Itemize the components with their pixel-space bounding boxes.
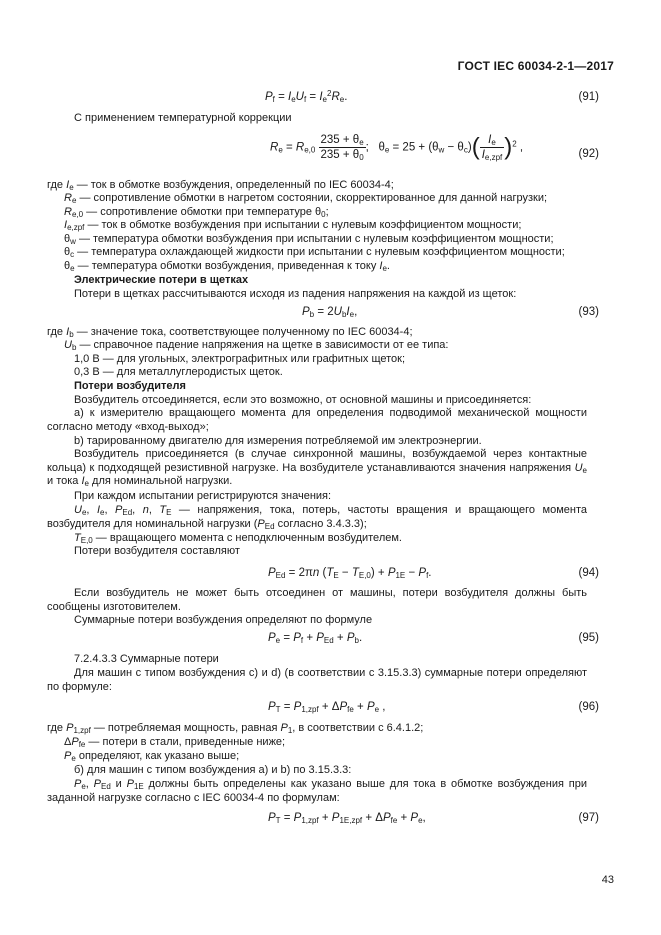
- exciter-loss-text: Потери возбудителя составляют: [74, 545, 240, 557]
- total-excitation-text: Суммарные потери возбуждения определяют по формуле: [74, 614, 373, 626]
- section-7-2-4-3-3: 7.2.4.3.3 Суммарные потери: [74, 653, 219, 665]
- formula-94: $P_{Ed} = 2\pi n$ $(T_E - T_{E,0}) + P_{1E} - P_f$.: [268, 567, 432, 580]
- standard-header: ГОСТ IEC 60034-2-1—2017: [457, 59, 614, 73]
- def-re: $R_e$ — сопротивление обмотки в нагретом состоянии, скорректированное для данной нагрузки;: [64, 192, 548, 205]
- def-pe: $P_e$ определяют, как указано выше;: [64, 750, 240, 763]
- def-ib: где $I_b$ — значение тока, соответствующее полученному по IEC 60034-4;: [47, 326, 413, 339]
- item-b-excitation: б) для машин с типом возбуждения а) и b) по 3.15.3.3:: [74, 764, 352, 776]
- def-iezpf: $I_{e,zpf}$ — ток в обмотке возбуждения при испытании с нулевым коэффициентом мощности;: [64, 219, 522, 232]
- exciter-connection-paragraph: Возбудитель присоединяется (в случае синхронной машины, возбуждаемой через контактные кольца) к подходящей резистивной нагрузке. На возбудителе устанавливаются значения напряжения $U_e$ и тока $I_e$ для номинальной нагрузки.: [47, 448, 587, 488]
- formula-95: $P_e = P_f + P_{Ed} + P_b$.: [268, 632, 363, 645]
- formula-91: $P_f = I_eU_f = I_e^2R_e$.: [265, 89, 348, 104]
- item-a: а) к измерителю вращающего момента для определения подводимой механической мощности согласно методу «вход-выход»;: [47, 407, 587, 433]
- exciter-disconnect-text: Возбудитель отсоединяется, если это возможно, от основной машины и присоединяется:: [74, 394, 532, 406]
- brush-losses-intro: Потери в щетках рассчитываются исходя из падения напряжения на каждой из щеток:: [74, 288, 517, 300]
- formula-97: $P_T = P_{1,zpf} + P_{1E,zpf} + \Delta P_{fe} + P_e$,: [268, 812, 426, 825]
- formula-93: $P_b = 2U_bI_e$,: [302, 306, 358, 319]
- final-paragraph: $P_e$, $P_{Ed}$ и $P_{1E}$ должны быть определены как указано выше для тока в обмотке возбуждения при заданной нагрузке согласно с IEC 60034-4 по формулам:: [47, 778, 587, 804]
- brush-voltage-1: 1,0 В — для угольных, электрографитных или графитных щеток;: [74, 353, 406, 365]
- eq-number-96: (96): [578, 701, 599, 713]
- def-dpfe: $\Delta P_{fe}$ — потери в стали, приведенные ниже;: [64, 736, 286, 749]
- registration-text: При каждом испытании регистрируются значения:: [74, 490, 332, 502]
- def-ie: где $I_e$ — ток в обмотке возбуждения, определенный по IEC 60034-4;: [47, 179, 394, 192]
- eq-number-92: (92): [578, 148, 599, 160]
- total-losses-cd-paragraph: Для машин с типом возбуждения с) и d) (в соответствии с 3.15.3.3) суммарные потери определяют по формуле:: [47, 667, 587, 693]
- page-number: 43: [601, 874, 614, 886]
- brush-losses-heading: Электрические потери в щетках: [74, 274, 249, 286]
- registered-values: $U_e$, $I_e$, $P_{Ed}$, n, $T_E$ — напряжения, тока, потерь, частоты вращения и вращающего момента возбудителя для номинальной нагрузки ($P_{Ed}$ согласно 3.4.3.3);: [47, 504, 587, 531]
- formula-96: $P_T = P_{1,zpf} + \Delta P_{fe} + P_e$ ,: [268, 701, 386, 714]
- def-theta-e: $\theta_e$ — температура обмотки возбуждения, приведенная к току $I_e$.: [64, 260, 390, 273]
- exciter-losses-heading: Потери возбудителя: [74, 380, 186, 392]
- eq-number-97: (97): [578, 812, 599, 824]
- eq-number-91: (91): [578, 91, 599, 103]
- def-p1zpf: где $P_{1,zpf}$ — потребляемая мощность, равная $P_1$, в соответствии с 6.4.1.2;: [47, 722, 424, 735]
- exciter-report-paragraph: Если возбудитель не может быть отсоединен от машины, потери возбудителя должны быть сообщены изготовителем.: [47, 587, 587, 613]
- def-theta-c: $\theta_c$ — температура охлаждающей жидкости при испытании с нулевым коэффициентом мощности;: [64, 246, 565, 259]
- def-ub: $U_b$ — справочное падение напряжения на щетке в зависимости от ее типа:: [64, 339, 449, 352]
- item-b: b) тарированному двигателю для измерения потребляемой им электроэнергии.: [74, 435, 482, 447]
- temp-correction-text: С применением температурной коррекции: [74, 112, 292, 124]
- formula-92: $R_e = R_{e,0}$ $\frac{235 + \theta_e}{235 + \theta_0}$ ; $\theta_e = 25 + (\theta_w - \theta_c)$( $\frac{I_e}{I_{e,zpf}}$ )$^2$ ,: [270, 133, 524, 162]
- def-re0: $R_{e,0}$ — сопротивление обмотки при температуре $\theta_0$;: [64, 206, 329, 219]
- eq-number-95: (95): [578, 632, 599, 644]
- def-theta-w: $\theta_w$ — температура обмотки возбуждения при испытании с нулевым коэффициентом мощности;: [64, 233, 554, 246]
- brush-voltage-2: 0,3 В — для металлуглеродистых щеток.: [74, 366, 283, 378]
- def-te0: $T_{E,0}$ — вращающего момента с неподключенным возбудителем.: [74, 532, 402, 545]
- eq-number-94: (94): [578, 567, 599, 579]
- eq-number-93: (93): [578, 306, 599, 318]
